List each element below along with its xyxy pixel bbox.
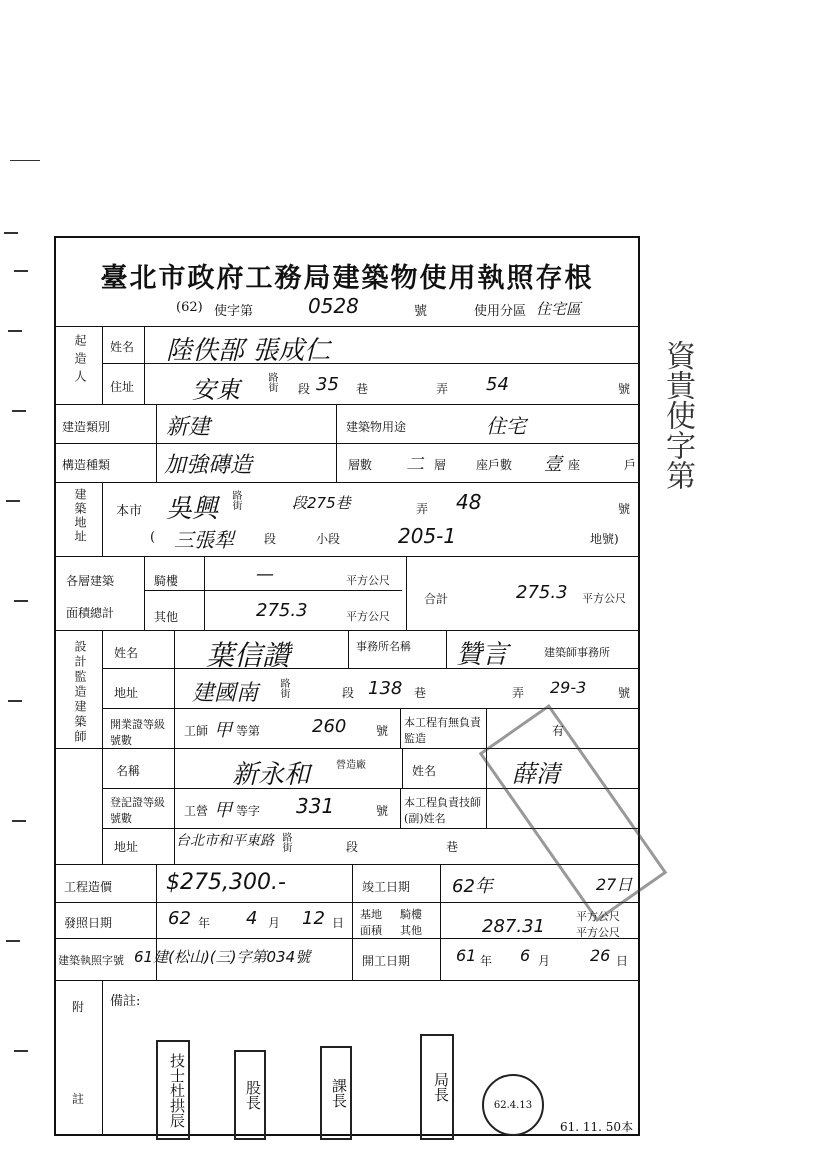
applicant-no-num: 54 — [486, 374, 509, 395]
area-total-label: 合計 — [424, 592, 449, 606]
applicant-section: 起造人 — [73, 334, 87, 388]
remarks-section-1: 附 — [72, 1000, 85, 1014]
site-lot-suffix: 地號) — [590, 532, 619, 546]
land-label-1: 基地 — [360, 908, 382, 921]
area-other-unit: 平方公尺 — [346, 610, 390, 623]
permit-prefix: 使字第 — [214, 304, 254, 319]
start-month: 6 — [520, 946, 531, 965]
build-permit-value: 61建(松山)(三)字第034號 — [134, 948, 311, 966]
applicant-lane-num: 35 — [316, 374, 339, 395]
applicant-duan: 段 — [298, 382, 311, 396]
designer-supervise-value: 有 — [552, 724, 565, 738]
designer-addr: 建國南 — [192, 681, 259, 706]
land-other-unit: 平方公尺 — [576, 926, 620, 939]
land-arcade: 騎樓 — [400, 908, 422, 921]
margin-mark — [8, 700, 22, 702]
margin-mark — [4, 232, 18, 234]
site-sub-area: 三張犁 — [174, 528, 234, 552]
signoff-director: 局長 — [420, 1034, 454, 1140]
build-type-label: 建造類別 — [62, 420, 111, 434]
land-other: 其他 — [400, 924, 422, 937]
designer-license-grade: 甲 — [214, 720, 232, 741]
contractor-name: 新永和 — [232, 760, 311, 790]
start-day: 26 — [590, 946, 611, 965]
designer-addr-label: 地址 — [114, 686, 139, 700]
site-duan-lane: 段275巷 — [292, 494, 351, 512]
signoff-technician: 技士杜拱辰 — [156, 1040, 190, 1140]
contractor-reg-num: 331 — [296, 794, 335, 818]
contractor-addr-label: 地址 — [114, 840, 139, 854]
start-m: 月 — [538, 954, 551, 968]
designer-license-num: 260 — [312, 716, 347, 737]
units-household: 戶 — [624, 458, 637, 472]
area-arcade-label: 騎樓 — [154, 574, 179, 588]
remarks-label: 備註: — [110, 994, 141, 1009]
contractor-tech-label: 本工程負責技師(副)姓名 — [404, 796, 481, 825]
applicant-name: 陸佚郚 張成仁 — [166, 336, 331, 366]
issue-m: 月 — [268, 916, 281, 930]
start-year: 61 — [456, 946, 477, 965]
issue-day: 12 — [302, 908, 325, 929]
land-label-2: 面積 — [360, 924, 382, 937]
applicant-street: 安東 — [192, 376, 240, 404]
applicant-lane: 巷 — [356, 382, 369, 396]
contractor-reg-label: 登記證等級號數 — [110, 796, 165, 825]
applicant-road-type: 路街 — [266, 372, 277, 392]
permit-form — [54, 236, 640, 1136]
date-stamp: 62.4.13 — [482, 1074, 544, 1136]
area-total-unit: 平方公尺 — [582, 592, 626, 605]
site-small-duan: 小段 — [316, 532, 341, 546]
designer-duan: 段 — [342, 686, 355, 700]
margin-mark — [6, 500, 20, 502]
applicant-addr-label: 住址 — [110, 380, 135, 394]
footer-date-code: 61. 11. 50本 — [560, 1120, 634, 1134]
designer-no-val: 29-3 — [550, 678, 587, 697]
applicant-no: 號 — [618, 382, 631, 396]
designer-license-mid: 等第 — [236, 724, 261, 738]
contractor-reg-prefix: 工營 — [184, 804, 209, 818]
margin-mark — [8, 330, 22, 332]
units-value: 壹 — [544, 454, 562, 475]
designer-road-type: 路街 — [278, 678, 289, 698]
form-title: 臺北市政府工務局建築物使用執照存根 — [100, 263, 594, 294]
permit-number: 0528 — [308, 294, 359, 318]
area-arcade-unit: 平方公尺 — [346, 574, 390, 587]
designer-license-label: 開業證等級號數 — [110, 718, 165, 747]
build-permit-label: 建築執照字號 — [58, 954, 124, 967]
contractor-road-type: 路街 — [280, 832, 291, 852]
designer-license-suffix: 號 — [376, 724, 389, 738]
margin-mark — [12, 820, 26, 822]
margin-mark — [14, 600, 28, 602]
structure-value: 加強磚造 — [164, 453, 253, 478]
contractor-reg-suffix: 號 — [376, 804, 389, 818]
area-total-value: 275.3 — [516, 582, 568, 603]
issue-label: 發照日期 — [64, 916, 113, 930]
site-no: 號 — [618, 502, 631, 516]
issue-y: 年 — [198, 916, 211, 930]
issue-year: 62 — [168, 908, 191, 929]
zone-label: 使用分區 — [474, 304, 527, 319]
designer-no: 號 — [618, 686, 631, 700]
build-type-value: 新建 — [166, 415, 211, 440]
designer-section: 設計監造建築師 — [73, 640, 87, 745]
signoff-division-chief: 課長 — [320, 1046, 352, 1140]
floors-label: 層數 — [348, 458, 373, 472]
designer-lane: 巷 — [414, 686, 427, 700]
units-seat: 座 — [568, 458, 581, 472]
site-section: 建築地址 — [73, 488, 87, 544]
contractor-lane: 巷 — [446, 840, 459, 854]
contractor-person: 薛清 — [512, 760, 560, 788]
area-other-label: 其他 — [154, 610, 179, 624]
area-label-2: 面積總計 — [66, 606, 115, 620]
contractor-name-suffix: 營造廠 — [336, 760, 366, 771]
issue-month: 4 — [246, 908, 258, 929]
designer-supervise-label: 本工程有無負責監造 — [404, 716, 481, 745]
cost-value: $275,300.- — [166, 870, 286, 895]
permit-year: (62) — [176, 300, 203, 315]
contractor-reg-grade: 甲 — [214, 800, 232, 821]
contractor-duan: 段 — [346, 840, 359, 854]
area-other-value: 275.3 — [256, 600, 308, 621]
margin-mark — [10, 160, 40, 161]
contractor-reg-mid: 等字 — [236, 804, 261, 818]
cost-label: 工程造價 — [64, 880, 113, 894]
margin-bleed-text: 資貴使字第 — [660, 340, 695, 490]
designer-lane-num: 138 — [368, 678, 403, 699]
issue-d: 日 — [332, 916, 345, 930]
margin-mark — [12, 410, 26, 412]
site-lot: 205-1 — [398, 524, 457, 548]
land-other-value: 287.31 — [482, 916, 545, 937]
margin-mark — [6, 940, 20, 942]
floors-value: 二 — [406, 454, 424, 475]
completion-label: 竣工日期 — [362, 880, 411, 894]
signoff-section-chief: 股長 — [234, 1050, 266, 1140]
land-arcade-unit: 平方公尺 — [576, 910, 620, 923]
site-no-val: 48 — [456, 490, 482, 514]
contractor-name-label: 名稱 — [116, 764, 141, 778]
site-city: 本市 — [116, 504, 143, 519]
designer-license-prefix: 工師 — [184, 724, 209, 738]
zone-value: 住宅區 — [536, 300, 582, 318]
area-arcade-value: — — [256, 564, 274, 585]
permit-suffix: 號 — [414, 304, 428, 319]
applicant-name-label: 姓名 — [110, 340, 135, 354]
remarks-section-2: 註 — [72, 1092, 85, 1106]
contractor-person-label: 姓名 — [412, 764, 437, 778]
structure-label: 構造種類 — [62, 458, 111, 472]
start-d: 日 — [616, 954, 629, 968]
designer-office: 贊言 — [456, 640, 509, 670]
designer-alley: 弄 — [512, 686, 525, 700]
site-road-type: 路街 — [230, 490, 241, 510]
site-street: 吳興 — [166, 494, 219, 524]
site-duan: 段 — [264, 532, 277, 546]
site-paren-open: ( — [150, 530, 156, 545]
completion-day: 27日 — [596, 875, 633, 894]
usage-value: 住宅 — [486, 414, 526, 438]
floors-unit: 層 — [434, 458, 447, 472]
area-label-1: 各層建築 — [66, 574, 115, 588]
designer-name-label: 姓名 — [114, 646, 139, 660]
site-alley: 弄 — [416, 502, 429, 516]
applicant-alley: 弄 — [436, 382, 449, 396]
margin-mark — [14, 1050, 28, 1052]
completion-year: 62年 — [452, 876, 493, 897]
designer-office-label: 事務所名稱 — [356, 640, 411, 653]
designer-office-suffix: 建築師事務所 — [544, 646, 610, 659]
start-y: 年 — [480, 954, 493, 968]
usage-label: 建築物用途 — [346, 420, 407, 434]
contractor-addr: 台北市和平東路 — [176, 833, 274, 849]
start-label: 開工日期 — [362, 954, 411, 968]
designer-name: 葉信讚 — [206, 639, 291, 672]
units-label: 座戶數 — [476, 458, 513, 472]
margin-mark — [14, 270, 28, 272]
